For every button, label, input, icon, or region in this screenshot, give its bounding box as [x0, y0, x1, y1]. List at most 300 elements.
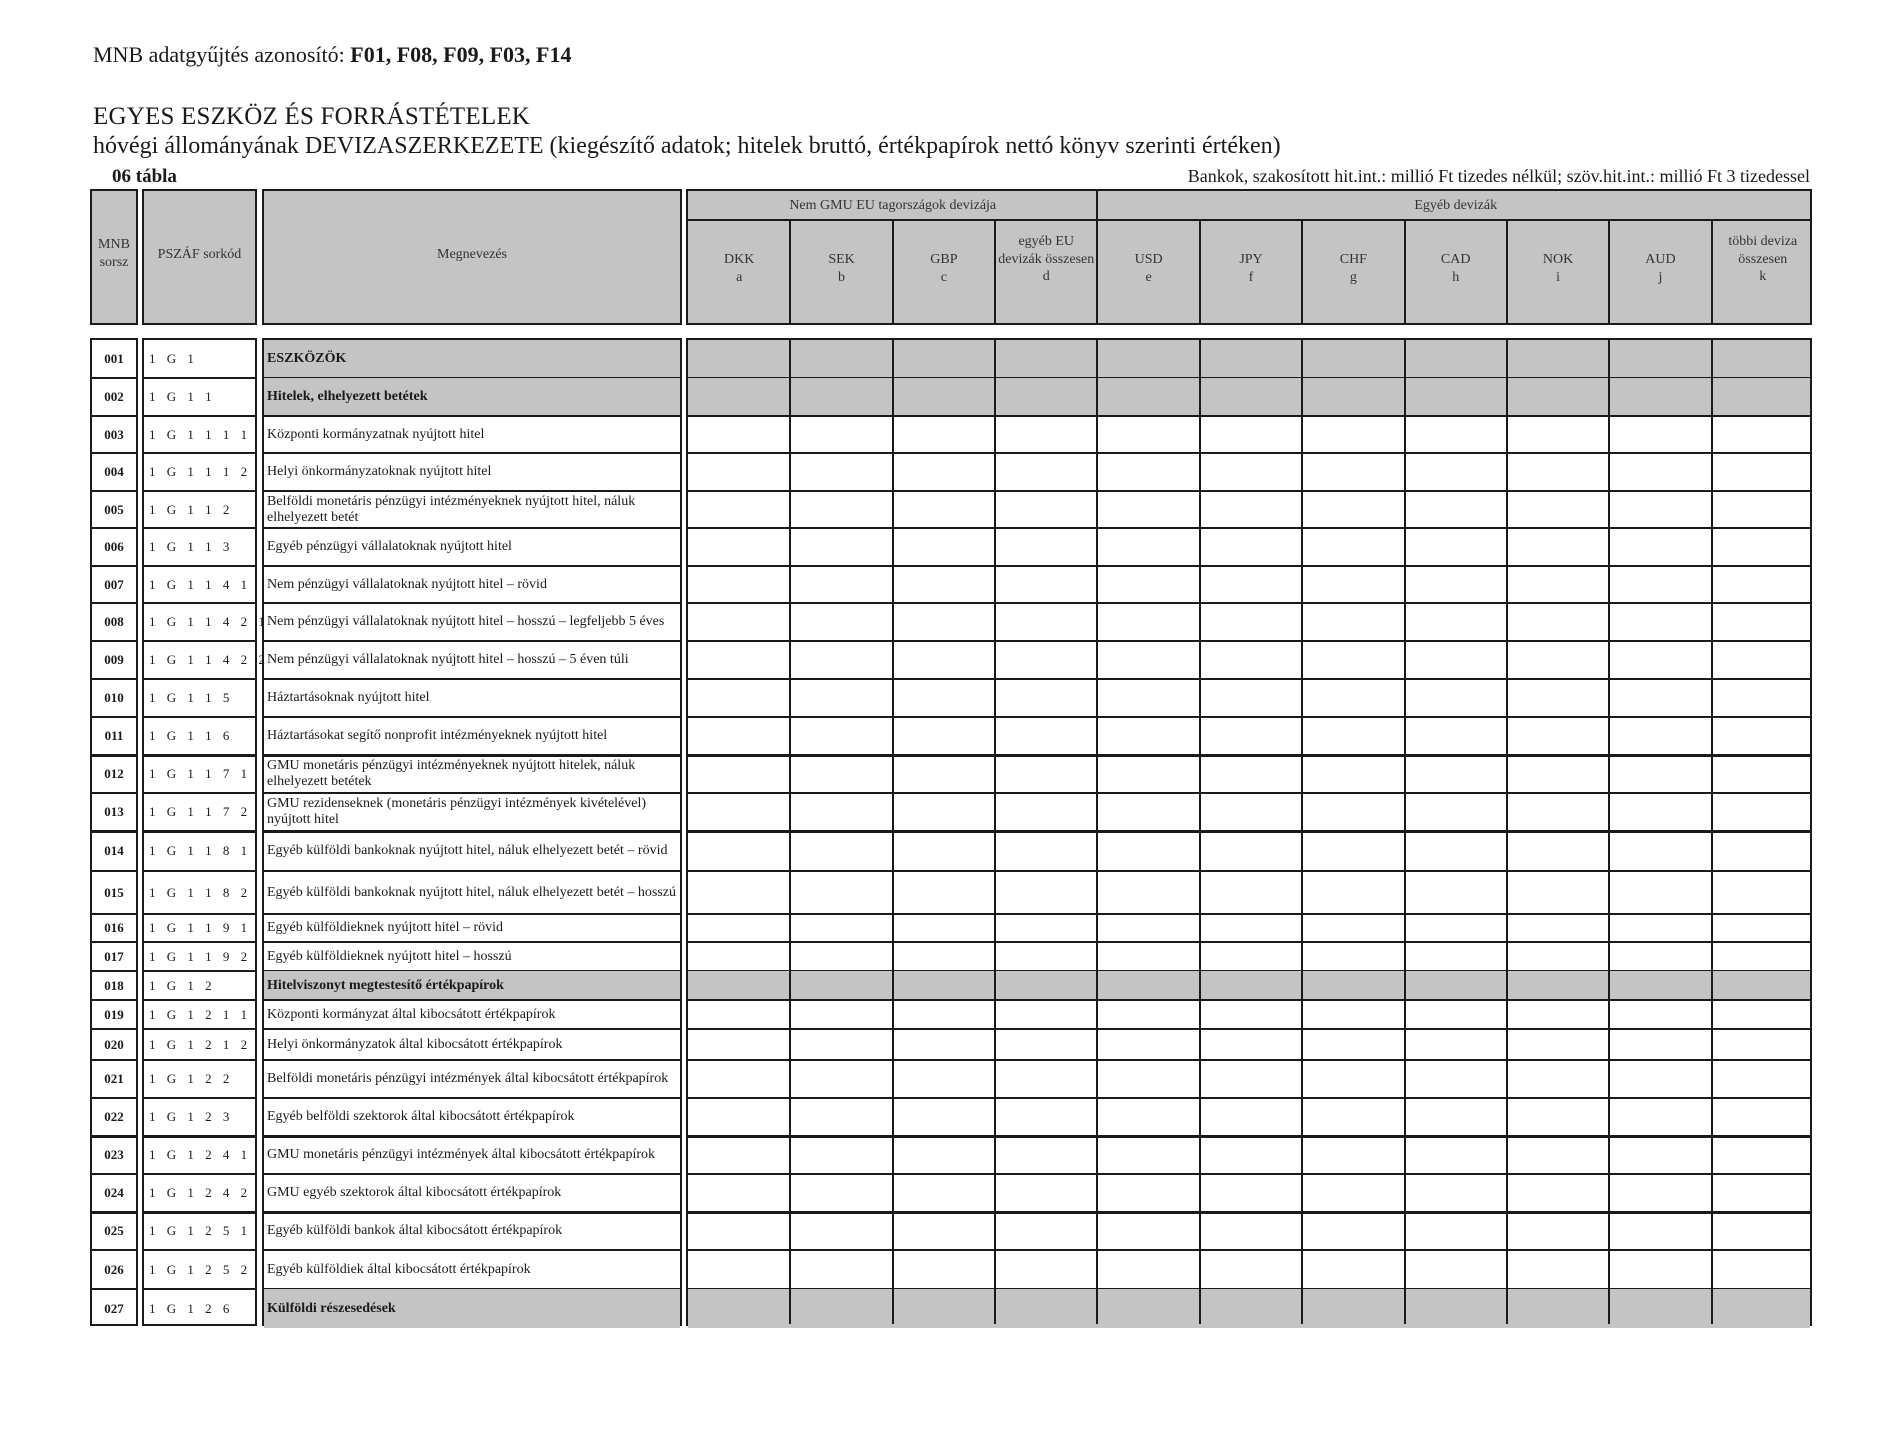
data-cell-018-g[interactable]	[1302, 971, 1404, 1000]
data-cell-003-f[interactable]	[1200, 416, 1302, 453]
data-cell-003-e[interactable]	[1097, 416, 1199, 453]
data-cell-018-j[interactable]	[1609, 971, 1711, 1000]
data-cell-015-i[interactable]	[1507, 871, 1609, 914]
data-cell-017-b[interactable]	[790, 942, 892, 971]
data-cell-022-a[interactable]	[688, 1098, 790, 1136]
data-cell-009-e[interactable]	[1097, 641, 1199, 679]
data-cell-003-b[interactable]	[790, 416, 892, 453]
data-cell-026-k[interactable]	[1712, 1250, 1814, 1289]
data-cell-016-i[interactable]	[1507, 914, 1609, 942]
data-cell-024-e[interactable]	[1097, 1174, 1199, 1212]
data-cell-011-g[interactable]	[1302, 717, 1404, 755]
data-cell-013-i[interactable]	[1507, 793, 1609, 831]
data-cell-025-g[interactable]	[1302, 1212, 1404, 1250]
data-cell-001-f[interactable]	[1200, 340, 1302, 378]
data-cell-012-a[interactable]	[688, 755, 790, 793]
data-cell-020-b[interactable]	[790, 1029, 892, 1060]
data-cell-012-c[interactable]	[893, 755, 995, 793]
data-cell-006-c[interactable]	[893, 528, 995, 566]
data-cell-007-f[interactable]	[1200, 566, 1302, 603]
data-cell-021-f[interactable]	[1200, 1060, 1302, 1098]
data-cell-027-a[interactable]	[688, 1289, 790, 1328]
data-cell-021-b[interactable]	[790, 1060, 892, 1098]
data-cell-023-b[interactable]	[790, 1136, 892, 1174]
data-cell-026-g[interactable]	[1302, 1250, 1404, 1289]
data-cell-007-j[interactable]	[1609, 566, 1711, 603]
data-cell-015-j[interactable]	[1609, 871, 1711, 914]
data-cell-008-a[interactable]	[688, 603, 790, 641]
data-cell-008-c[interactable]	[893, 603, 995, 641]
data-cell-012-k[interactable]	[1712, 755, 1814, 793]
data-cell-013-a[interactable]	[688, 793, 790, 831]
data-cell-001-k[interactable]	[1712, 340, 1814, 378]
data-cell-027-d[interactable]	[995, 1289, 1097, 1328]
data-cell-008-i[interactable]	[1507, 603, 1609, 641]
data-cell-004-c[interactable]	[893, 453, 995, 491]
data-cell-020-d[interactable]	[995, 1029, 1097, 1060]
data-cell-020-f[interactable]	[1200, 1029, 1302, 1060]
data-cell-018-f[interactable]	[1200, 971, 1302, 1000]
data-cell-007-k[interactable]	[1712, 566, 1814, 603]
data-cell-007-e[interactable]	[1097, 566, 1199, 603]
data-cell-023-g[interactable]	[1302, 1136, 1404, 1174]
data-cell-013-f[interactable]	[1200, 793, 1302, 831]
data-cell-002-a[interactable]	[688, 378, 790, 416]
data-cell-018-b[interactable]	[790, 971, 892, 1000]
data-cell-007-h[interactable]	[1405, 566, 1507, 603]
data-cell-005-a[interactable]	[688, 491, 790, 528]
data-cell-022-d[interactable]	[995, 1098, 1097, 1136]
data-cell-011-j[interactable]	[1609, 717, 1711, 755]
data-cell-011-b[interactable]	[790, 717, 892, 755]
data-cell-010-b[interactable]	[790, 679, 892, 717]
data-cell-004-a[interactable]	[688, 453, 790, 491]
data-cell-023-f[interactable]	[1200, 1136, 1302, 1174]
data-cell-006-b[interactable]	[790, 528, 892, 566]
data-cell-022-g[interactable]	[1302, 1098, 1404, 1136]
data-cell-002-d[interactable]	[995, 378, 1097, 416]
data-cell-003-a[interactable]	[688, 416, 790, 453]
data-cell-005-h[interactable]	[1405, 491, 1507, 528]
data-cell-014-j[interactable]	[1609, 831, 1711, 871]
data-cell-012-d[interactable]	[995, 755, 1097, 793]
data-cell-003-i[interactable]	[1507, 416, 1609, 453]
data-cell-020-h[interactable]	[1405, 1029, 1507, 1060]
data-cell-011-k[interactable]	[1712, 717, 1814, 755]
data-cell-008-f[interactable]	[1200, 603, 1302, 641]
data-cell-019-a[interactable]	[688, 1000, 790, 1029]
data-cell-026-c[interactable]	[893, 1250, 995, 1289]
data-cell-024-b[interactable]	[790, 1174, 892, 1212]
data-cell-013-h[interactable]	[1405, 793, 1507, 831]
data-cell-026-i[interactable]	[1507, 1250, 1609, 1289]
data-cell-006-d[interactable]	[995, 528, 1097, 566]
data-cell-002-h[interactable]	[1405, 378, 1507, 416]
data-cell-021-g[interactable]	[1302, 1060, 1404, 1098]
data-cell-022-b[interactable]	[790, 1098, 892, 1136]
data-cell-027-b[interactable]	[790, 1289, 892, 1328]
data-cell-015-k[interactable]	[1712, 871, 1814, 914]
data-cell-016-h[interactable]	[1405, 914, 1507, 942]
data-cell-025-e[interactable]	[1097, 1212, 1199, 1250]
data-cell-004-d[interactable]	[995, 453, 1097, 491]
data-cell-014-c[interactable]	[893, 831, 995, 871]
data-cell-017-a[interactable]	[688, 942, 790, 971]
data-cell-010-a[interactable]	[688, 679, 790, 717]
data-cell-003-d[interactable]	[995, 416, 1097, 453]
data-cell-021-i[interactable]	[1507, 1060, 1609, 1098]
data-cell-001-g[interactable]	[1302, 340, 1404, 378]
data-cell-013-d[interactable]	[995, 793, 1097, 831]
data-cell-015-f[interactable]	[1200, 871, 1302, 914]
data-cell-026-h[interactable]	[1405, 1250, 1507, 1289]
data-cell-014-g[interactable]	[1302, 831, 1404, 871]
data-cell-024-f[interactable]	[1200, 1174, 1302, 1212]
data-cell-027-h[interactable]	[1405, 1289, 1507, 1328]
data-cell-013-e[interactable]	[1097, 793, 1199, 831]
data-cell-005-e[interactable]	[1097, 491, 1199, 528]
data-cell-020-i[interactable]	[1507, 1029, 1609, 1060]
data-cell-009-j[interactable]	[1609, 641, 1711, 679]
data-cell-009-c[interactable]	[893, 641, 995, 679]
data-cell-015-c[interactable]	[893, 871, 995, 914]
data-cell-022-h[interactable]	[1405, 1098, 1507, 1136]
data-cell-002-f[interactable]	[1200, 378, 1302, 416]
data-cell-017-e[interactable]	[1097, 942, 1199, 971]
data-cell-007-b[interactable]	[790, 566, 892, 603]
data-cell-008-g[interactable]	[1302, 603, 1404, 641]
data-cell-020-g[interactable]	[1302, 1029, 1404, 1060]
data-cell-013-c[interactable]	[893, 793, 995, 831]
data-cell-006-g[interactable]	[1302, 528, 1404, 566]
data-cell-017-d[interactable]	[995, 942, 1097, 971]
data-cell-006-a[interactable]	[688, 528, 790, 566]
data-cell-021-e[interactable]	[1097, 1060, 1199, 1098]
data-cell-005-g[interactable]	[1302, 491, 1404, 528]
data-cell-017-j[interactable]	[1609, 942, 1711, 971]
data-cell-004-b[interactable]	[790, 453, 892, 491]
data-cell-009-f[interactable]	[1200, 641, 1302, 679]
data-cell-016-f[interactable]	[1200, 914, 1302, 942]
data-cell-003-g[interactable]	[1302, 416, 1404, 453]
data-cell-009-a[interactable]	[688, 641, 790, 679]
data-cell-023-a[interactable]	[688, 1136, 790, 1174]
data-cell-025-a[interactable]	[688, 1212, 790, 1250]
data-cell-007-i[interactable]	[1507, 566, 1609, 603]
data-cell-006-f[interactable]	[1200, 528, 1302, 566]
row-sorsz-024: 024	[104, 1185, 124, 1200]
data-cell-002-i[interactable]	[1507, 378, 1609, 416]
data-cell-026-d[interactable]	[995, 1250, 1097, 1289]
data-cell-010-f[interactable]	[1200, 679, 1302, 717]
data-cell-025-h[interactable]	[1405, 1212, 1507, 1250]
data-cell-004-g[interactable]	[1302, 453, 1404, 491]
data-cell-019-d[interactable]	[995, 1000, 1097, 1029]
data-cell-021-c[interactable]	[893, 1060, 995, 1098]
data-cell-016-g[interactable]	[1302, 914, 1404, 942]
data-cell-017-i[interactable]	[1507, 942, 1609, 971]
data-cell-007-a[interactable]	[688, 566, 790, 603]
data-cell-004-k[interactable]	[1712, 453, 1814, 491]
data-cell-023-d[interactable]	[995, 1136, 1097, 1174]
data-cell-022-i[interactable]	[1507, 1098, 1609, 1136]
data-cell-018-h[interactable]	[1405, 971, 1507, 1000]
data-cell-015-d[interactable]	[995, 871, 1097, 914]
data-cell-010-d[interactable]	[995, 679, 1097, 717]
data-cell-022-c[interactable]	[893, 1098, 995, 1136]
data-cell-018-c[interactable]	[893, 971, 995, 1000]
data-cell-019-j[interactable]	[1609, 1000, 1711, 1029]
data-cell-011-i[interactable]	[1507, 717, 1609, 755]
data-cell-009-b[interactable]	[790, 641, 892, 679]
data-cell-025-i[interactable]	[1507, 1212, 1609, 1250]
data-cell-014-f[interactable]	[1200, 831, 1302, 871]
data-cell-008-e[interactable]	[1097, 603, 1199, 641]
data-cell-027-i[interactable]	[1507, 1289, 1609, 1328]
data-cell-025-c[interactable]	[893, 1212, 995, 1250]
data-cell-026-e[interactable]	[1097, 1250, 1199, 1289]
data-cell-014-a[interactable]	[688, 831, 790, 871]
data-cell-022-e[interactable]	[1097, 1098, 1199, 1136]
data-cell-018-i[interactable]	[1507, 971, 1609, 1000]
data-cell-017-c[interactable]	[893, 942, 995, 971]
data-cell-023-k[interactable]	[1712, 1136, 1814, 1174]
data-cell-001-a[interactable]	[688, 340, 790, 378]
data-cell-002-c[interactable]	[893, 378, 995, 416]
data-cell-013-b[interactable]	[790, 793, 892, 831]
data-cell-027-k[interactable]	[1712, 1289, 1814, 1328]
data-cell-011-e[interactable]	[1097, 717, 1199, 755]
data-cell-018-e[interactable]	[1097, 971, 1199, 1000]
data-cell-006-h[interactable]	[1405, 528, 1507, 566]
data-cell-025-d[interactable]	[995, 1212, 1097, 1250]
data-cell-025-b[interactable]	[790, 1212, 892, 1250]
data-cell-027-c[interactable]	[893, 1289, 995, 1328]
data-cell-016-k[interactable]	[1712, 914, 1814, 942]
data-cell-013-j[interactable]	[1609, 793, 1711, 831]
data-cell-008-b[interactable]	[790, 603, 892, 641]
data-cell-021-k[interactable]	[1712, 1060, 1814, 1098]
data-cell-023-h[interactable]	[1405, 1136, 1507, 1174]
data-cell-008-h[interactable]	[1405, 603, 1507, 641]
data-cell-024-d[interactable]	[995, 1174, 1097, 1212]
data-cell-024-a[interactable]	[688, 1174, 790, 1212]
data-cell-007-d[interactable]	[995, 566, 1097, 603]
data-cell-021-j[interactable]	[1609, 1060, 1711, 1098]
data-cell-015-e[interactable]	[1097, 871, 1199, 914]
data-cell-021-a[interactable]	[688, 1060, 790, 1098]
data-cell-005-c[interactable]	[893, 491, 995, 528]
data-cell-023-j[interactable]	[1609, 1136, 1711, 1174]
data-cell-010-e[interactable]	[1097, 679, 1199, 717]
data-cell-010-k[interactable]	[1712, 679, 1814, 717]
data-cell-015-b[interactable]	[790, 871, 892, 914]
data-cell-001-j[interactable]	[1609, 340, 1711, 378]
data-cell-003-c[interactable]	[893, 416, 995, 453]
data-cell-019-b[interactable]	[790, 1000, 892, 1029]
data-cell-003-k[interactable]	[1712, 416, 1814, 453]
data-cell-023-e[interactable]	[1097, 1136, 1199, 1174]
data-cell-010-h[interactable]	[1405, 679, 1507, 717]
data-cell-024-c[interactable]	[893, 1174, 995, 1212]
data-cell-007-c[interactable]	[893, 566, 995, 603]
data-cell-027-g[interactable]	[1302, 1289, 1404, 1328]
data-cell-007-g[interactable]	[1302, 566, 1404, 603]
data-cell-002-j[interactable]	[1609, 378, 1711, 416]
data-cell-016-b[interactable]	[790, 914, 892, 942]
data-cell-002-k[interactable]	[1712, 378, 1814, 416]
data-cell-010-i[interactable]	[1507, 679, 1609, 717]
data-cell-012-f[interactable]	[1200, 755, 1302, 793]
data-cell-003-h[interactable]	[1405, 416, 1507, 453]
data-cell-002-e[interactable]	[1097, 378, 1199, 416]
data-cell-016-c[interactable]	[893, 914, 995, 942]
data-cell-023-i[interactable]	[1507, 1136, 1609, 1174]
data-cell-021-d[interactable]	[995, 1060, 1097, 1098]
data-cell-013-k[interactable]	[1712, 793, 1814, 831]
data-cell-006-k[interactable]	[1712, 528, 1814, 566]
data-cell-012-i[interactable]	[1507, 755, 1609, 793]
data-cell-017-h[interactable]	[1405, 942, 1507, 971]
data-cell-020-j[interactable]	[1609, 1029, 1711, 1060]
data-cell-011-h[interactable]	[1405, 717, 1507, 755]
data-cell-010-g[interactable]	[1302, 679, 1404, 717]
data-cell-005-d[interactable]	[995, 491, 1097, 528]
data-cell-009-d[interactable]	[995, 641, 1097, 679]
data-cell-012-g[interactable]	[1302, 755, 1404, 793]
data-cell-001-i[interactable]	[1507, 340, 1609, 378]
currency-letter: k	[1759, 269, 1767, 284]
data-cell-011-f[interactable]	[1200, 717, 1302, 755]
data-cell-019-g[interactable]	[1302, 1000, 1404, 1029]
data-cell-016-j[interactable]	[1609, 914, 1711, 942]
data-cell-020-k[interactable]	[1712, 1029, 1814, 1060]
data-cell-017-g[interactable]	[1302, 942, 1404, 971]
data-cell-009-k[interactable]	[1712, 641, 1814, 679]
data-cell-015-g[interactable]	[1302, 871, 1404, 914]
data-cell-006-e[interactable]	[1097, 528, 1199, 566]
data-cell-004-f[interactable]	[1200, 453, 1302, 491]
data-cell-027-e[interactable]	[1097, 1289, 1199, 1328]
data-cell-014-k[interactable]	[1712, 831, 1814, 871]
data-cell-012-b[interactable]	[790, 755, 892, 793]
data-cell-001-e[interactable]	[1097, 340, 1199, 378]
data-cell-015-a[interactable]	[688, 871, 790, 914]
data-cell-019-f[interactable]	[1200, 1000, 1302, 1029]
data-cell-019-k[interactable]	[1712, 1000, 1814, 1029]
data-cell-019-h[interactable]	[1405, 1000, 1507, 1029]
data-cell-010-c[interactable]	[893, 679, 995, 717]
data-cell-008-d[interactable]	[995, 603, 1097, 641]
data-cell-026-b[interactable]	[790, 1250, 892, 1289]
data-cell-011-c[interactable]	[893, 717, 995, 755]
data-cell-018-a[interactable]	[688, 971, 790, 1000]
data-cell-002-g[interactable]	[1302, 378, 1404, 416]
data-cell-017-k[interactable]	[1712, 942, 1814, 971]
data-cell-011-a[interactable]	[688, 717, 790, 755]
data-cell-005-i[interactable]	[1507, 491, 1609, 528]
data-cell-005-j[interactable]	[1609, 491, 1711, 528]
data-cell-020-c[interactable]	[893, 1029, 995, 1060]
data-cell-012-j[interactable]	[1609, 755, 1711, 793]
data-cell-005-b[interactable]	[790, 491, 892, 528]
data-cell-024-g[interactable]	[1302, 1174, 1404, 1212]
data-cell-008-j[interactable]	[1609, 603, 1711, 641]
data-cell-009-i[interactable]	[1507, 641, 1609, 679]
data-cell-022-j[interactable]	[1609, 1098, 1711, 1136]
data-cell-005-k[interactable]	[1712, 491, 1814, 528]
data-cell-024-j[interactable]	[1609, 1174, 1711, 1212]
data-cell-027-j[interactable]	[1609, 1289, 1711, 1328]
data-cell-001-d[interactable]	[995, 340, 1097, 378]
data-cell-004-h[interactable]	[1405, 453, 1507, 491]
data-cell-027-f[interactable]	[1200, 1289, 1302, 1328]
data-cell-020-a[interactable]	[688, 1029, 790, 1060]
data-cell-018-d[interactable]	[995, 971, 1097, 1000]
data-cell-026-f[interactable]	[1200, 1250, 1302, 1289]
data-cell-018-k[interactable]	[1712, 971, 1814, 1000]
data-cell-021-h[interactable]	[1405, 1060, 1507, 1098]
data-cell-008-k[interactable]	[1712, 603, 1814, 641]
data-cell-009-g[interactable]	[1302, 641, 1404, 679]
data-cell-012-e[interactable]	[1097, 755, 1199, 793]
data-cell-026-a[interactable]	[688, 1250, 790, 1289]
data-cell-023-c[interactable]	[893, 1136, 995, 1174]
data-cell-006-j[interactable]	[1609, 528, 1711, 566]
data-cell-005-f[interactable]	[1200, 491, 1302, 528]
data-cell-024-i[interactable]	[1507, 1174, 1609, 1212]
data-cell-016-d[interactable]	[995, 914, 1097, 942]
data-cell-009-h[interactable]	[1405, 641, 1507, 679]
data-cell-014-b[interactable]	[790, 831, 892, 871]
data-cell-011-d[interactable]	[995, 717, 1097, 755]
data-cell-014-e[interactable]	[1097, 831, 1199, 871]
data-cell-025-j[interactable]	[1609, 1212, 1711, 1250]
data-cell-017-f[interactable]	[1200, 942, 1302, 971]
data-cell-020-e[interactable]	[1097, 1029, 1199, 1060]
data-cell-012-h[interactable]	[1405, 755, 1507, 793]
data-cell-004-e[interactable]	[1097, 453, 1199, 491]
data-cell-006-i[interactable]	[1507, 528, 1609, 566]
data-cell-014-i[interactable]	[1507, 831, 1609, 871]
data-cell-016-a[interactable]	[688, 914, 790, 942]
data-cell-025-f[interactable]	[1200, 1212, 1302, 1250]
data-cell-001-h[interactable]	[1405, 340, 1507, 378]
data-cell-010-j[interactable]	[1609, 679, 1711, 717]
data-cell-019-i[interactable]	[1507, 1000, 1609, 1029]
data-cell-013-g[interactable]	[1302, 793, 1404, 831]
data-cell-024-k[interactable]	[1712, 1174, 1814, 1212]
data-cell-016-e[interactable]	[1097, 914, 1199, 942]
data-cell-022-k[interactable]	[1712, 1098, 1814, 1136]
row-nev-text: ESZKÖZÖK	[267, 351, 347, 367]
data-cell-026-j[interactable]	[1609, 1250, 1711, 1289]
data-cell-014-d[interactable]	[995, 831, 1097, 871]
data-cell-002-b[interactable]	[790, 378, 892, 416]
data-cell-024-h[interactable]	[1405, 1174, 1507, 1212]
data-cell-019-e[interactable]	[1097, 1000, 1199, 1029]
data-cell-015-h[interactable]	[1405, 871, 1507, 914]
data-cell-001-c[interactable]	[893, 340, 995, 378]
data-cell-019-c[interactable]	[893, 1000, 995, 1029]
data-cell-014-h[interactable]	[1405, 831, 1507, 871]
data-cell-004-j[interactable]	[1609, 453, 1711, 491]
data-cell-022-f[interactable]	[1200, 1098, 1302, 1136]
data-cell-003-j[interactable]	[1609, 416, 1711, 453]
data-cell-025-k[interactable]	[1712, 1212, 1814, 1250]
data-cell-001-b[interactable]	[790, 340, 892, 378]
data-cell-004-i[interactable]	[1507, 453, 1609, 491]
